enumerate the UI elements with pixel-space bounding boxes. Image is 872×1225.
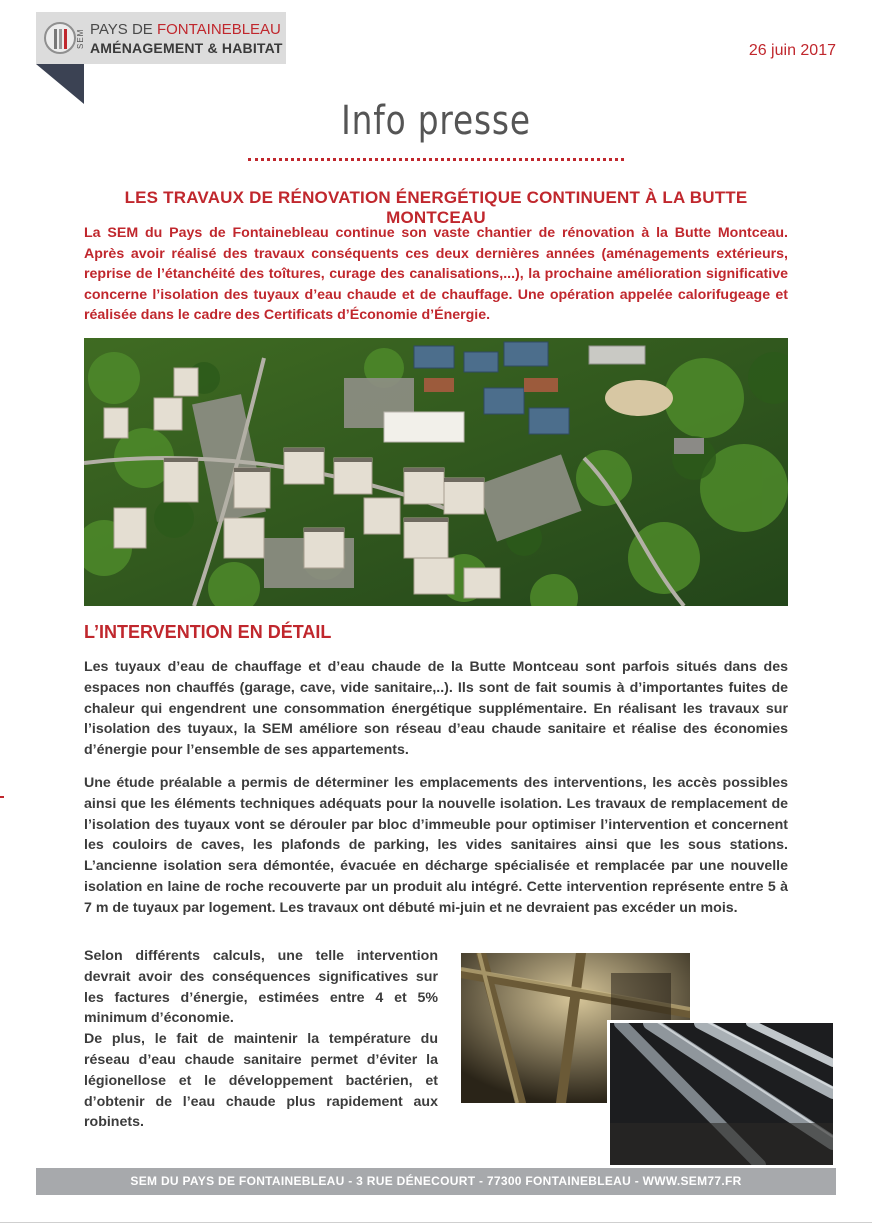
title-dotted-divider: [248, 158, 624, 161]
logo: [36, 12, 286, 64]
logo-corner-triangle: [36, 64, 84, 104]
intro-paragraph: La SEM du Pays de Fontainebleau continue son vaste chantier de rénovation à la Butte Montceau. Après avoir réalisé des travaux conséquents ces deux dernières années (aménagements extérieurs, reprise de l’étanchéité des toîtures, curage des canalisations,...), la prochaine amélioration significative concerne l’isolation des tuyaux d’eau chaude et de chauffage. Une opération appelée calorifugeage et réalisée dans le cadre des Certificats d’Économie d’Énergie.: [84, 225, 788, 324]
headline: LES TRAVAUX DE RÉNOVATION ÉNERGÉTIQUE CONTINUENT À LA BUTTE MONTCEAU: [124, 188, 748, 227]
margin-mark: [0, 796, 4, 798]
page-bottom-rule: [0, 1222, 872, 1223]
side-text: [84, 946, 438, 1133]
side-paragraph-2: De plus, le fait de maintenir la température du réseau d’eau chaude sanitaire permet d’éviter la légionellose et le développement bactérien, et d’obtenir de l’eau chaude plus rapidement aux robinets.: [84, 1031, 438, 1131]
logo-line-2: AMÉNAGEMENT & HABITAT: [90, 40, 283, 56]
logo-line-1-a: PAYS DE: [90, 21, 157, 38]
logo-emblem-icon: [44, 22, 76, 54]
body-paragraph-2: Une étude préalable a permis de déterminer les emplacements des interventions, les accès possibles ainsi que les éléments techniques adéquats pour la nouvelle isolation. Les travaux de remplacement de l’isolation des tuyaux vont se dérouler par bloc d’immeuble pour optimiser l’intervention et concernent les couloirs de caves, les plafonds de parking, les vides sanitaires ainsi que les sous stations. L’ancienne isolation sera démontée, évacuée en décharge spécialisée et remplacée par une nouvelle isolation en laine de roche recouverte par un produit alu intégré. Cette intervention représente entre 5 à 7 m de tuyaux par logement. Les travaux ont débuté mi-juin et ne devraient pas excéder un mois.: [84, 775, 788, 916]
footer-address: SEM DU PAYS DE FONTAINEBLEAU - 3 RUE DÉNECOURT - 77300 FONTAINEBLEAU - WWW.SEM77.FR: [36, 1168, 836, 1195]
press-date: 26 juin 2017: [748, 42, 836, 59]
logo-line-1-b: FONTAINEBLEAU: [156, 21, 281, 38]
logo-sem-label: SEM: [76, 28, 85, 50]
section-heading: L’INTERVENTION EN DÉTAIL: [84, 622, 332, 642]
logo-line-1: [90, 21, 281, 38]
body-paragraph-1: Les tuyaux d’eau de chauffage et d’eau chaude de la Butte Montceau sont parfois situés dans des espaces non chauffés (garage, cave, vide sanitaire,..). Ils sont de fait soumis à d’importantes fuites de chaleur qui engendrent une consommation énergétique supplémentaire. En réalisant les travaux sur l’isolation des tuyaux, la SEM améliore son réseau d’eau chaude sanitaire et réalise des économies d’énergie pour l’ensemble de ses appartements.: [84, 659, 788, 759]
aerial-photo: [84, 338, 788, 606]
side-paragraph-1: Selon différents calculs, une telle intervention devrait avoir des conséquences significatives sur les factures d’énergie, estimées entre 4 et 5% minimum d’économie.: [84, 948, 438, 1027]
pipes-photo-2: [607, 1020, 836, 1168]
page-title: Info presse: [341, 98, 531, 144]
